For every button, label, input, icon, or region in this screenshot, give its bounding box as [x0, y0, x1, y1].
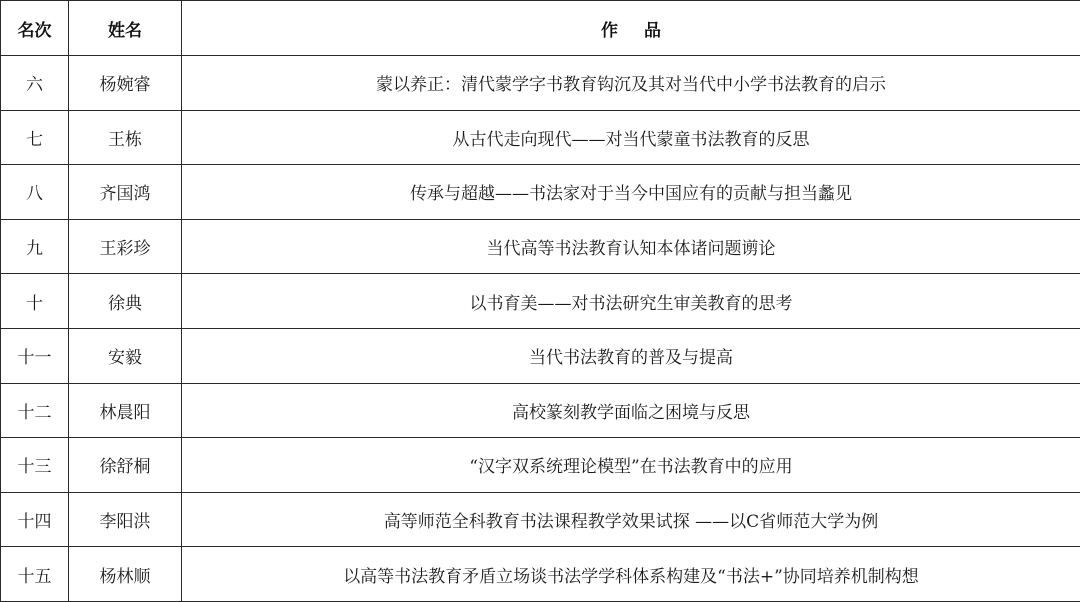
rank-cell: 十	[1, 274, 69, 329]
table-row	[1, 110, 1080, 165]
name-cell: 杨林顺	[69, 547, 182, 602]
table-row	[1, 492, 1080, 547]
table-row	[1, 219, 1080, 274]
work-cell: 从古代走向现代——对当代蒙童书法教育的反思	[182, 110, 1080, 165]
table-row	[1, 328, 1080, 383]
rank-cell: 十三	[1, 438, 69, 493]
table-row	[1, 274, 1080, 329]
work-cell: 当代书法教育的普及与提高	[182, 328, 1080, 383]
rank-column-header: 名次	[1, 1, 69, 56]
work-cell: 传承与超越——书法家对于当今中国应有的贡献与担当蠡见	[182, 165, 1080, 220]
work-cell: 高校篆刻教学面临之困境与反思	[182, 383, 1080, 438]
name-cell: 杨婉睿	[69, 56, 182, 111]
table-row	[1, 165, 1080, 220]
rank-cell: 九	[1, 219, 69, 274]
name-cell: 齐国鸿	[69, 165, 182, 220]
work-cell: 以书育美——对书法研究生审美教育的思考	[182, 274, 1080, 329]
work-cell: 当代高等书法教育认知本体诸问题谫论	[182, 219, 1080, 274]
rank-cell: 六	[1, 56, 69, 111]
name-cell: 林晨阳	[69, 383, 182, 438]
name-cell: 王彩珍	[69, 219, 182, 274]
name-cell: 安毅	[69, 328, 182, 383]
work-cell: “汉字双系统理论模型”在书法教育中的应用	[182, 438, 1080, 493]
header-row	[1, 1, 1080, 56]
name-cell: 王栋	[69, 110, 182, 165]
rank-cell: 八	[1, 165, 69, 220]
rank-cell: 十四	[1, 492, 69, 547]
table-row	[1, 56, 1080, 111]
name-cell: 徐舒桐	[69, 438, 182, 493]
name-cell: 李阳洪	[69, 492, 182, 547]
rank-cell: 十二	[1, 383, 69, 438]
table-row	[1, 547, 1080, 602]
work-cell: 以高等书法教育矛盾立场谈书法学学科体系构建及“书法+”协同培养机制构想	[182, 547, 1080, 602]
name-column-header: 姓名	[69, 1, 182, 56]
rank-cell: 七	[1, 110, 69, 165]
table-row	[1, 383, 1080, 438]
work-cell: 高等师范全科教育书法课程教学效果试探 ——以C省师范大学为例	[182, 492, 1080, 547]
rank-cell: 十五	[1, 547, 69, 602]
rank-cell: 十一	[1, 328, 69, 383]
name-cell: 徐典	[69, 274, 182, 329]
table-row	[1, 438, 1080, 493]
work-column-header: 作品	[182, 1, 1080, 56]
table-body	[1, 56, 1080, 602]
work-cell: 蒙以养正：清代蒙学字书教育钩沉及其对当代中小学书法教育的启示	[182, 56, 1080, 111]
